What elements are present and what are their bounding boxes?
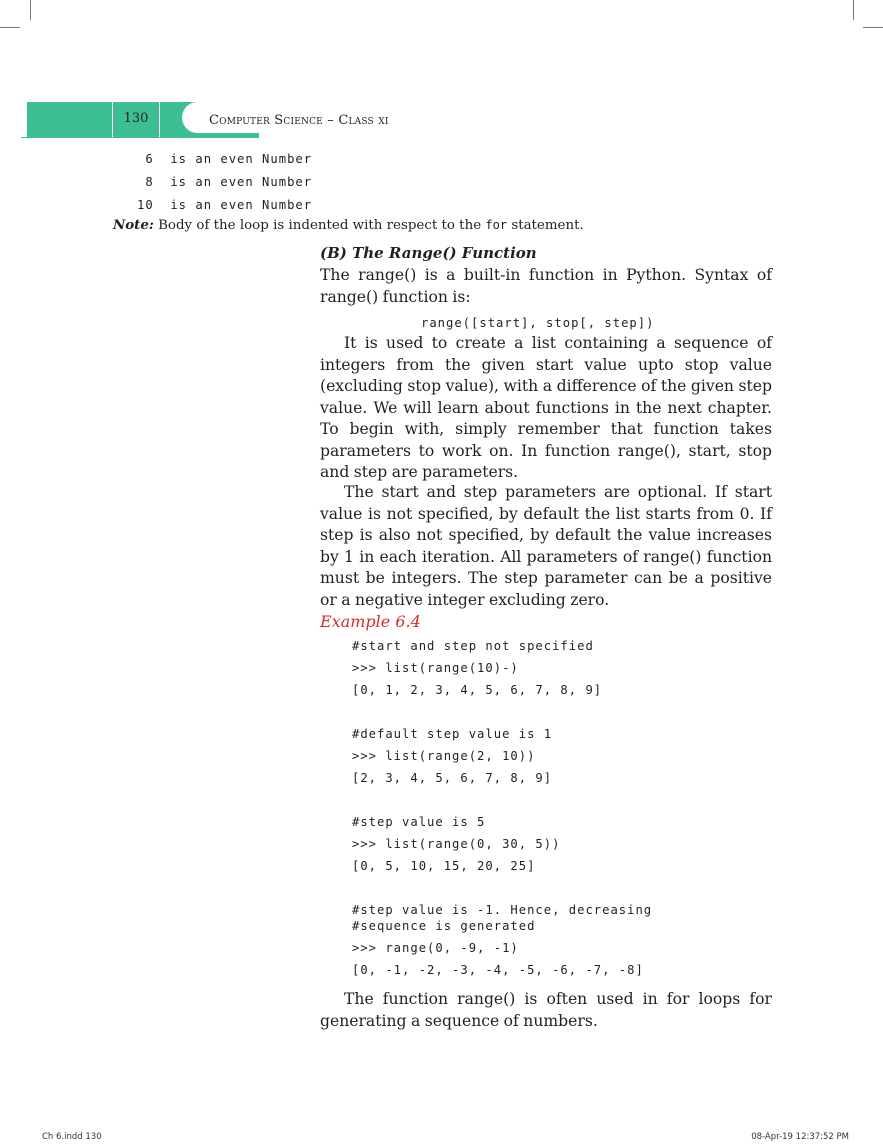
note-text-end: statement. bbox=[507, 218, 584, 233]
note bbox=[113, 217, 584, 233]
code-line: [0, -1, -2, -3, -4, -5, -6, -7, -8] bbox=[352, 963, 644, 977]
code-line: #sequence is generated bbox=[352, 919, 536, 933]
paragraph: The function range() is often used in for loops for generating a sequence of numbers. bbox=[320, 990, 772, 1030]
paragraph: The start and step parameters are optional. If start value is not specified, by default the list starts from 0. If step is also not specified, by default the value increases by 1 in each iteration. All parameters of range() function must be integers. The step parameter can be a positive or a negative integer excluding zero. bbox=[320, 483, 772, 609]
crop-mark bbox=[0, 27, 20, 28]
code-output-line: 6 is an even Number bbox=[137, 152, 313, 166]
header-rule bbox=[21, 137, 259, 138]
footer-slug-right: 08-Apr-19 12:37:52 PM bbox=[751, 1132, 849, 1142]
paragraph: It is used to create a list containing a sequence of integers from the given start value upto stop value (excluding stop value), with a difference of the given step value. We will learn about functions in the next chapter. To begin with, simply remember that function takes parameters to work on. In function range(), start, stop and step are parameters. bbox=[320, 334, 772, 481]
section-heading: (B) The Range() Function bbox=[320, 244, 537, 262]
running-head: Computer Science – Class xi bbox=[209, 113, 389, 128]
code-line: #start and step not specified bbox=[352, 639, 594, 653]
code-line: >>> range(0, -9, -1) bbox=[352, 941, 519, 955]
code-output-line: 10 is an even Number bbox=[137, 198, 313, 212]
crop-mark bbox=[30, 0, 31, 20]
code-line: >>> list(range(0, 30, 5)) bbox=[352, 837, 561, 851]
syntax-line: range([start], stop[, step]) bbox=[421, 316, 655, 330]
code-line: [0, 5, 10, 15, 20, 25] bbox=[352, 859, 536, 873]
note-keyword: for bbox=[485, 218, 508, 232]
code-line: [2, 3, 4, 5, 6, 7, 8, 9] bbox=[352, 771, 553, 785]
note-label: Note: bbox=[113, 217, 154, 233]
code-output-line: 8 is an even Number bbox=[137, 175, 313, 189]
crop-mark bbox=[853, 0, 854, 20]
paragraph: The range() is a built-in function in Python. Syntax of range() function is: bbox=[320, 266, 772, 306]
code-line: >>> list(range(10)-) bbox=[352, 661, 519, 675]
page-number: 130 bbox=[123, 111, 149, 126]
code-line: [0, 1, 2, 3, 4, 5, 6, 7, 8, 9] bbox=[352, 683, 603, 697]
note-text: Body of the loop is indented with respect to the bbox=[153, 218, 486, 233]
code-line: #default step value is 1 bbox=[352, 727, 553, 741]
code-line: #step value is 5 bbox=[352, 815, 486, 829]
code-line: >>> list(range(2, 10)) bbox=[352, 749, 536, 763]
code-line: #step value is -1. Hence, decreasing bbox=[352, 903, 653, 917]
crop-mark bbox=[863, 27, 883, 28]
example-label: Example 6.4 bbox=[320, 612, 421, 631]
footer-slug-left: Ch 6.indd 130 bbox=[42, 1132, 102, 1142]
